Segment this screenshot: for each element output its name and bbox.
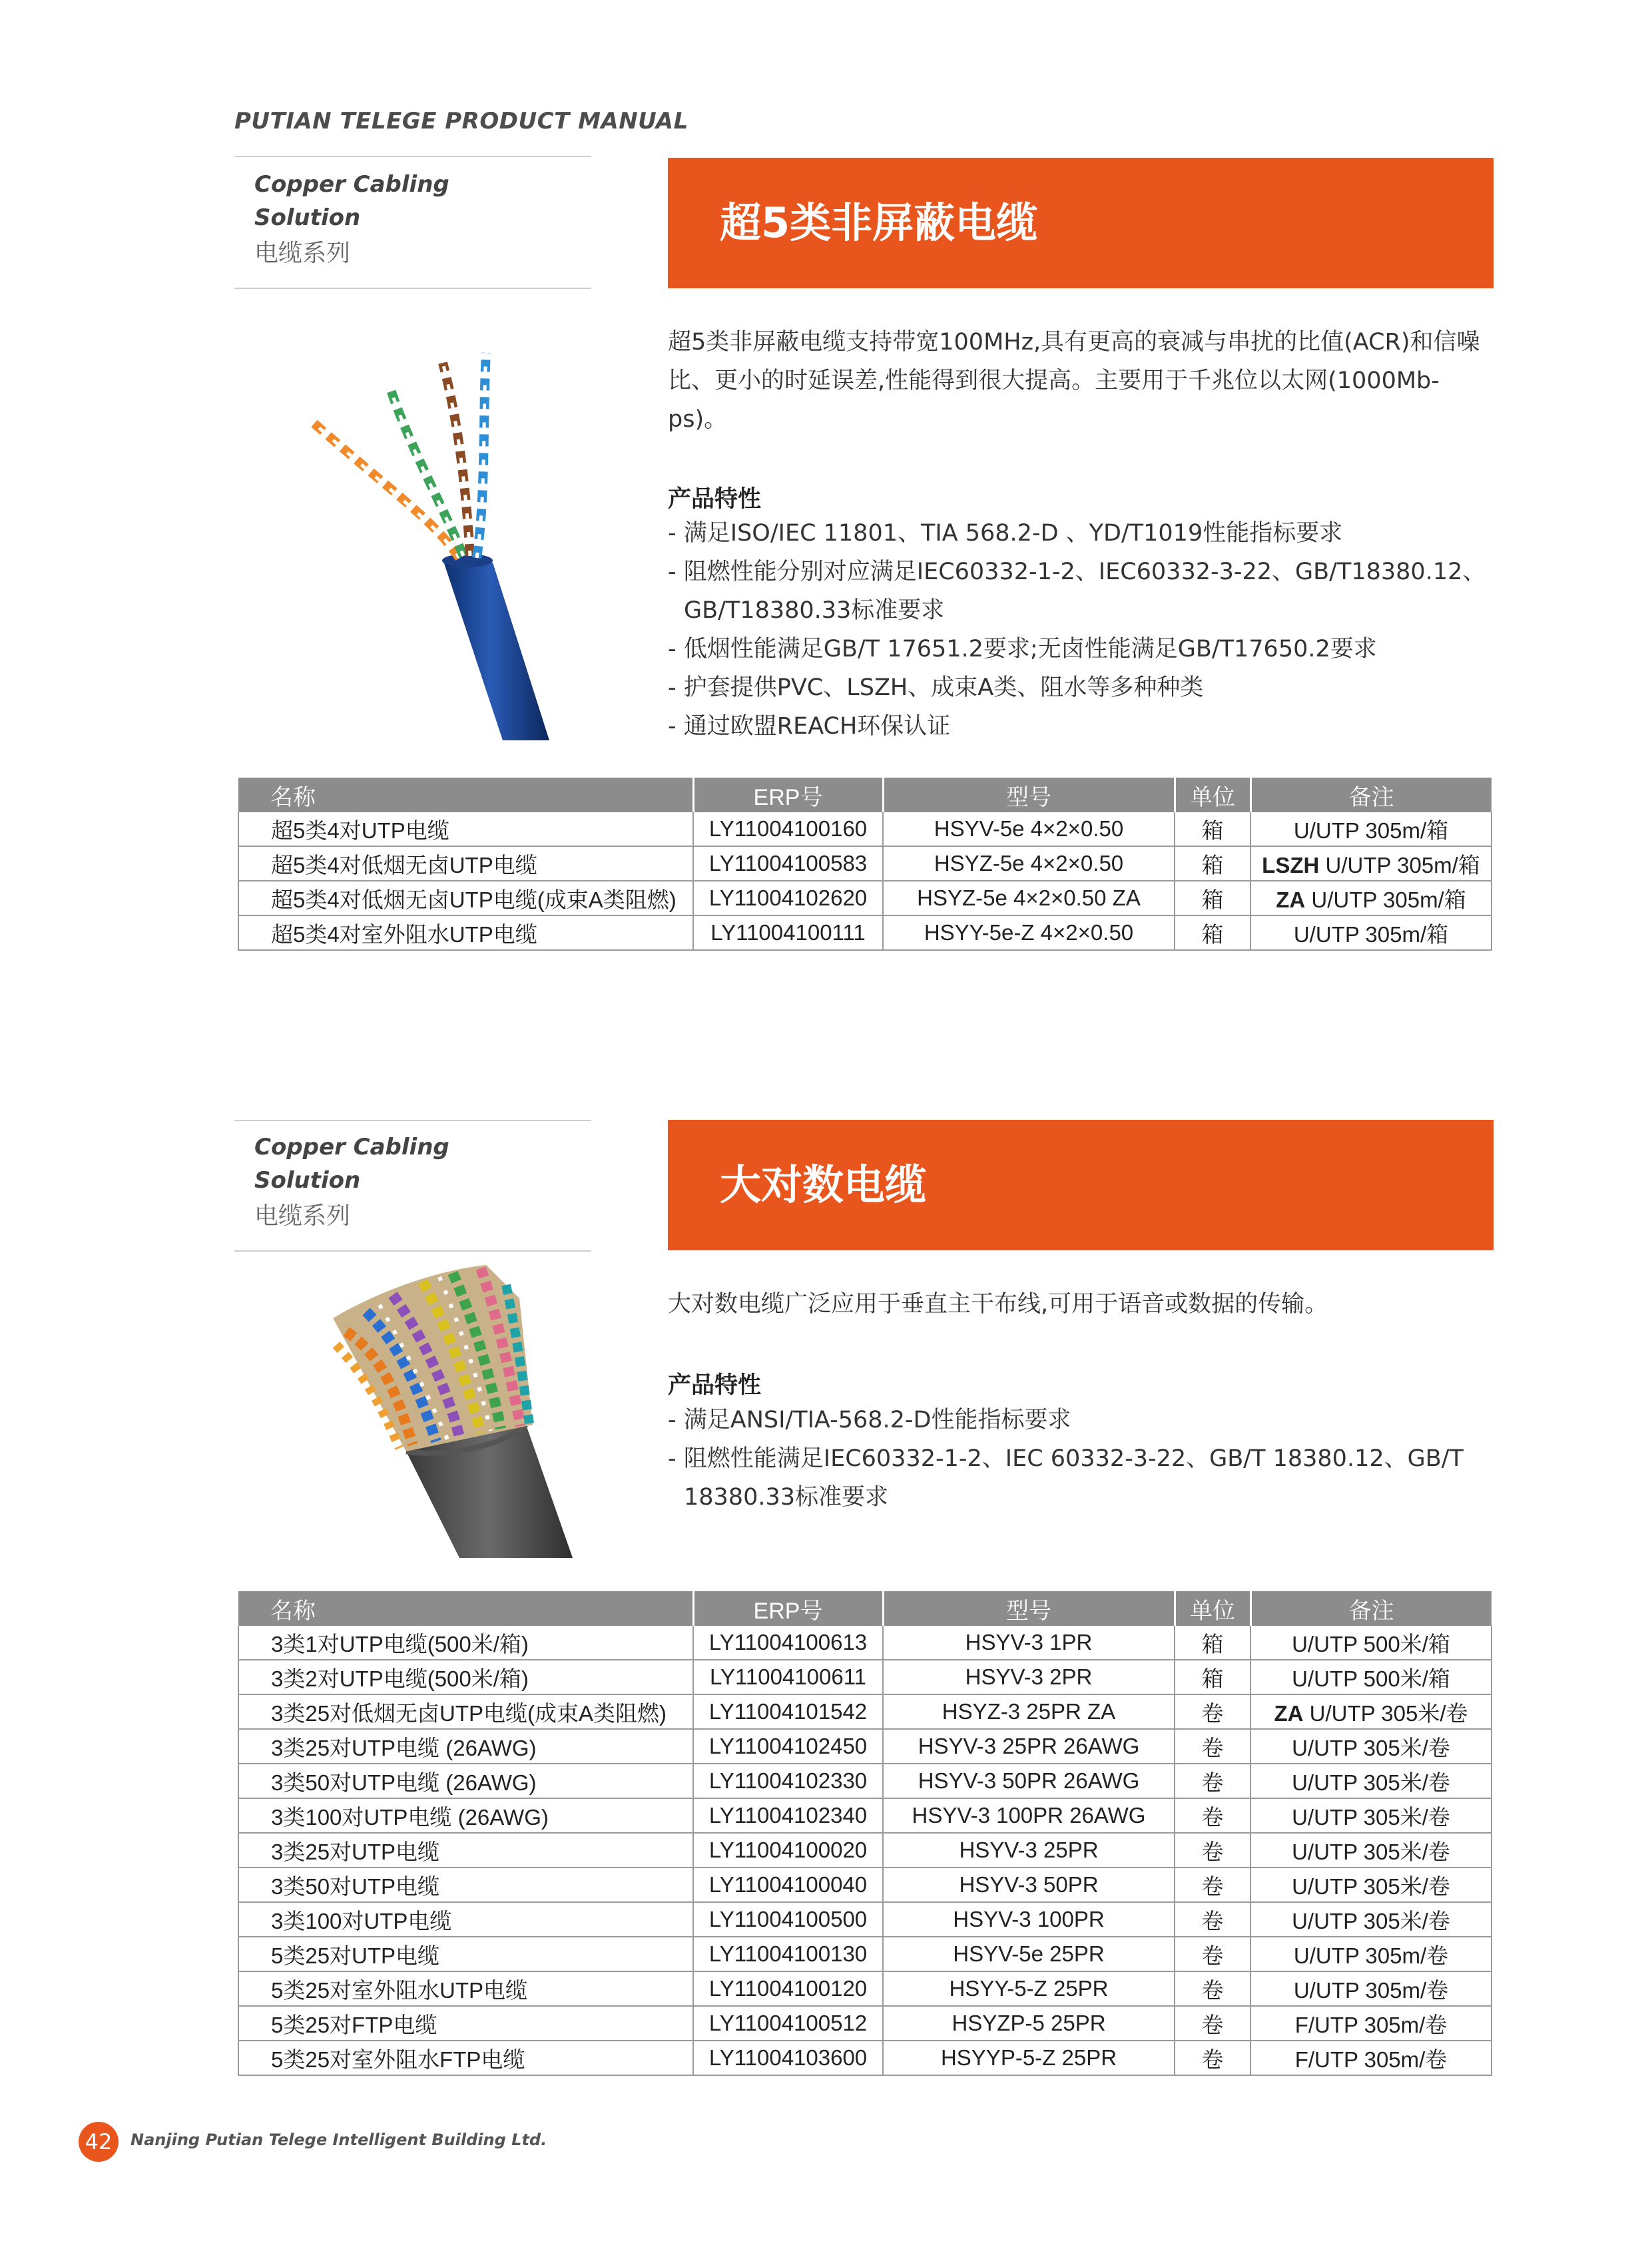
- cell-name: 超5类4对低烟无卤UTP电缆(成束A类阻燃): [238, 881, 693, 915]
- cell-unit: 卷: [1175, 1902, 1250, 1937]
- cell-unit: 箱: [1175, 881, 1250, 915]
- cell-name: 3类100对UTP电缆 (26AWG): [238, 1798, 693, 1833]
- cell-name: 3类25对UTP电缆 (26AWG): [238, 1729, 693, 1764]
- cell-erp: LY11004102340: [693, 1798, 883, 1833]
- column-header: 型号: [883, 778, 1175, 812]
- cell-erp: LY11004100120: [693, 1971, 883, 2006]
- cell-name: 3类1对UTP电缆(500米/箱): [238, 1626, 693, 1660]
- table-row: [238, 1694, 1492, 1729]
- cell-name: 超5类4对室外阻水UTP电缆: [238, 915, 693, 950]
- cell-unit: 卷: [1175, 1937, 1250, 1971]
- cell-model: HSYV-5e 4×2×0.50: [883, 812, 1175, 846]
- cell-name: 3类100对UTP电缆: [238, 1902, 693, 1937]
- section-title: 大对数电缆: [720, 1160, 927, 1209]
- column-header: 名称: [238, 778, 693, 812]
- cell-unit: 卷: [1175, 2006, 1250, 2041]
- cell-name: 3类25对低烟无卤UTP电缆(成束A类阻燃): [238, 1694, 693, 1729]
- section-description: 超5类非屏蔽电缆支持带宽100MHz,具有更高的衰减与串扰的比值(ACR)和信噪比、更小的时延误差,性能得到很大提高。主要用于千兆位以太网(1000Mb-ps)。: [668, 329, 1480, 433]
- feature-item: - 阻燃性能分别对应满足IEC60332-1-2、IEC60332-3-22、GB/T18380.12、GB/T18380.33标准要求: [668, 559, 1486, 624]
- cell-unit: 箱: [1175, 1626, 1250, 1660]
- features-title: 产品特性: [668, 1372, 762, 1399]
- remark-text: U/UTP 305m/卷: [1293, 1977, 1449, 2003]
- remark-text: U/UTP 305米/卷: [1292, 1735, 1450, 1760]
- cell-erp: LY11004103600: [693, 2041, 883, 2075]
- remark-bold: ZA: [1276, 887, 1306, 912]
- table-header-row: [238, 778, 1492, 812]
- table-row: [238, 2041, 1492, 2075]
- cell-remark: [1250, 1626, 1492, 1660]
- cell-unit: 卷: [1175, 1798, 1250, 1833]
- remark-text: U/UTP 305m/箱: [1319, 852, 1480, 877]
- cell-erp: LY11004102450: [693, 1729, 883, 1764]
- cell-remark: [1250, 846, 1492, 881]
- cell-remark: [1250, 1902, 1492, 1937]
- cell-model: HSYZ-3 25PR ZA: [883, 1694, 1175, 1729]
- company-name: Nanjing Putian Telege Intelligent Building Ltd.: [131, 2130, 547, 2149]
- column-header: 型号: [883, 1591, 1175, 1626]
- cell-model: HSYV-3 50PR 26AWG: [883, 1764, 1175, 1798]
- cell-name: 5类25对室外阻水FTP电缆: [238, 2041, 693, 2075]
- cell-erp: LY11004102330: [693, 1764, 883, 1798]
- cell-model: HSYV-3 100PR 26AWG: [883, 1798, 1175, 1833]
- cell-remark: [1250, 1937, 1492, 1971]
- cell-unit: 卷: [1175, 1971, 1250, 2006]
- cell-remark: [1250, 915, 1492, 950]
- cell-remark: [1250, 1729, 1492, 1764]
- column-header: ERP号: [693, 778, 883, 812]
- remark-text: U/UTP 500米/箱: [1292, 1631, 1450, 1656]
- cell-erp: LY11004100160: [693, 812, 883, 846]
- cell-remark: [1250, 2006, 1492, 2041]
- remark-text: U/UTP 305m/箱: [1293, 818, 1449, 843]
- table-row: [238, 1764, 1492, 1798]
- side-label-en: Solution: [254, 1167, 361, 1194]
- cell-model: HSYV-3 50PR: [883, 1868, 1175, 1902]
- cell-erp: LY11004100500: [693, 1902, 883, 1937]
- remark-text: U/UTP 305米/卷: [1292, 1839, 1450, 1864]
- section-description: 大对数电缆广泛应用于垂直主干布线,可用于语音或数据的传输。: [668, 1291, 1328, 1318]
- side-label-en: Copper Cabling: [254, 1134, 449, 1160]
- cell-unit: 卷: [1175, 2041, 1250, 2075]
- cell-erp: LY11004100613: [693, 1626, 883, 1660]
- cell-name: 超5类4对低烟无卤UTP电缆: [238, 846, 693, 881]
- column-header: 名称: [238, 1591, 693, 1626]
- cell-erp: LY11004100583: [693, 846, 883, 881]
- features-list: [668, 1401, 1494, 1517]
- feature-item: - 满足ISO/IEC 11801、TIA 568.2-D 、YD/T1019性能指标要求: [668, 520, 1343, 547]
- cell-model: HSYYP-5-Z 25PR: [883, 2041, 1175, 2075]
- table-row: [238, 1868, 1492, 1902]
- table-row: [238, 812, 1492, 846]
- cell-remark: [1250, 881, 1492, 915]
- side-label-cn: 电缆系列: [254, 1202, 351, 1230]
- multipair-cable-image: [306, 1258, 586, 1565]
- features-title: 产品特性: [668, 486, 762, 513]
- divider: [234, 288, 591, 289]
- product-table: [238, 778, 1492, 951]
- remark-text: U/UTP 305米/卷: [1292, 1873, 1450, 1899]
- cell-erp: LY11004100040: [693, 1868, 883, 1902]
- remark-bold: ZA: [1274, 1700, 1304, 1726]
- table-row: [238, 846, 1492, 881]
- remark-text: U/UTP 305m/卷: [1293, 1943, 1449, 1968]
- cell-model: HSYV-5e 25PR: [883, 1937, 1175, 1971]
- cell-name: 3类25对UTP电缆: [238, 1833, 693, 1868]
- cell-unit: 卷: [1175, 1694, 1250, 1729]
- cell-remark: [1250, 1694, 1492, 1729]
- remark-text: U/UTP 305米/卷: [1292, 1908, 1450, 1933]
- column-header: 备注: [1250, 778, 1492, 812]
- cell-remark: [1250, 1868, 1492, 1902]
- column-header: 单位: [1175, 778, 1250, 812]
- cell-model: HSYZ-5e 4×2×0.50: [883, 846, 1175, 881]
- section-banner: [668, 158, 1494, 288]
- cell-model: HSYV-3 2PR: [883, 1660, 1175, 1694]
- table-row: [238, 1729, 1492, 1764]
- table-row: [238, 1833, 1492, 1868]
- cell-unit: 箱: [1175, 846, 1250, 881]
- cell-name: 5类25对FTP电缆: [238, 2006, 693, 2041]
- column-header: 单位: [1175, 1591, 1250, 1626]
- table-row: [238, 1971, 1492, 2006]
- feature-item: - 低烟性能满足GB/T 17651.2要求;无卤性能满足GB/T17650.2要求: [668, 636, 1377, 662]
- cell-model: HSYY-5-Z 25PR: [883, 1971, 1175, 2006]
- side-label-cn: 电缆系列: [254, 240, 351, 267]
- cell-name: 3类50对UTP电缆 (26AWG): [238, 1764, 693, 1798]
- manual-title: PUTIAN TELEGE PRODUCT MANUAL: [234, 108, 688, 134]
- cell-unit: 卷: [1175, 1833, 1250, 1868]
- remark-text: F/UTP 305m/卷: [1294, 2047, 1448, 2072]
- cell-model: HSYV-3 25PR 26AWG: [883, 1729, 1175, 1764]
- column-header: 备注: [1250, 1591, 1492, 1626]
- cell-unit: 卷: [1175, 1729, 1250, 1764]
- product-table: [238, 1591, 1492, 2076]
- divider: [234, 1120, 591, 1121]
- cell-unit: 箱: [1175, 915, 1250, 950]
- page-number: 42: [79, 2122, 119, 2162]
- cell-unit: 卷: [1175, 1764, 1250, 1798]
- remark-text: U/UTP 305米/卷: [1292, 1770, 1450, 1795]
- cell-remark: [1250, 812, 1492, 846]
- cell-remark: [1250, 1798, 1492, 1833]
- side-label: [254, 168, 449, 270]
- table-header-row: [238, 1591, 1492, 1626]
- cell-name: 超5类4对UTP电缆: [238, 812, 693, 846]
- table-row: [238, 1902, 1492, 1937]
- cell-erp: LY11004100130: [693, 1937, 883, 1971]
- cell-model: HSYV-3 25PR: [883, 1833, 1175, 1868]
- cell-model: HSYZ-5e 4×2×0.50 ZA: [883, 881, 1175, 915]
- feature-item: - 通过欧盟REACH环保认证: [668, 713, 951, 740]
- side-label-en: Solution: [254, 204, 361, 231]
- table-row: [238, 915, 1492, 950]
- cell-erp: LY11004100512: [693, 2006, 883, 2041]
- cell-remark: [1250, 2041, 1492, 2075]
- cell-remark: [1250, 1660, 1492, 1694]
- remark-bold: LSZH: [1262, 852, 1320, 877]
- column-header: ERP号: [693, 1591, 883, 1626]
- cell-remark: [1250, 1764, 1492, 1798]
- table-row: [238, 1660, 1492, 1694]
- cell-unit: 卷: [1175, 1868, 1250, 1902]
- remark-text: U/UTP 305米/卷: [1303, 1700, 1468, 1726]
- cell-erp: LY11004100020: [693, 1833, 883, 1868]
- table-row: [238, 881, 1492, 915]
- cell-model: HSYV-3 1PR: [883, 1626, 1175, 1660]
- table-row: [238, 2006, 1492, 2041]
- table-row: [238, 1626, 1492, 1660]
- cell-erp: LY11004101542: [693, 1694, 883, 1729]
- cell-name: 5类25对UTP电缆: [238, 1937, 693, 1971]
- cell-model: HSYZP-5 25PR: [883, 2006, 1175, 2041]
- cell-erp: LY11004100111: [693, 915, 883, 950]
- section-banner: [668, 1120, 1494, 1250]
- feature-item: - 护套提供PVC、LSZH、成束A类、阻水等多种种类: [668, 674, 1204, 701]
- feature-item: - 阻燃性能满足IEC60332-1-2、IEC 60332-3-22、GB/T 18380.12、GB/T 18380.33标准要求: [668, 1445, 1464, 1511]
- cell-remark: [1250, 1833, 1492, 1868]
- section-title: 超5类非屏蔽电缆: [720, 198, 1038, 247]
- cell-erp: LY11004102620: [693, 881, 883, 915]
- cell-model: HSYY-5e-Z 4×2×0.50: [883, 915, 1175, 950]
- cell-name: 3类2对UTP电缆(500米/箱): [238, 1660, 693, 1694]
- remark-text: F/UTP 305m/卷: [1294, 2012, 1448, 2037]
- remark-text: U/UTP 305m/箱: [1305, 887, 1466, 912]
- side-label: [254, 1130, 449, 1233]
- cell-unit: 箱: [1175, 1660, 1250, 1694]
- remark-text: U/UTP 500米/箱: [1292, 1666, 1450, 1691]
- table-row: [238, 1937, 1492, 1971]
- cell-unit: 箱: [1175, 812, 1250, 846]
- utp-cable-image: [293, 333, 559, 746]
- cell-name: 5类25对室外阻水UTP电缆: [238, 1971, 693, 2006]
- cell-name: 3类50对UTP电缆: [238, 1868, 693, 1902]
- table-row: [238, 1798, 1492, 1833]
- divider: [234, 156, 591, 157]
- divider: [234, 1250, 591, 1252]
- remark-text: U/UTP 305米/卷: [1292, 1804, 1450, 1830]
- features-list: [668, 514, 1494, 746]
- side-label-en: Copper Cabling: [254, 171, 449, 198]
- feature-item: - 满足ANSI/TIA-568.2-D性能指标要求: [668, 1407, 1071, 1433]
- cell-model: HSYV-3 100PR: [883, 1902, 1175, 1937]
- cell-remark: [1250, 1971, 1492, 2006]
- remark-text: U/UTP 305m/箱: [1293, 921, 1449, 947]
- cell-erp: LY11004100611: [693, 1660, 883, 1694]
